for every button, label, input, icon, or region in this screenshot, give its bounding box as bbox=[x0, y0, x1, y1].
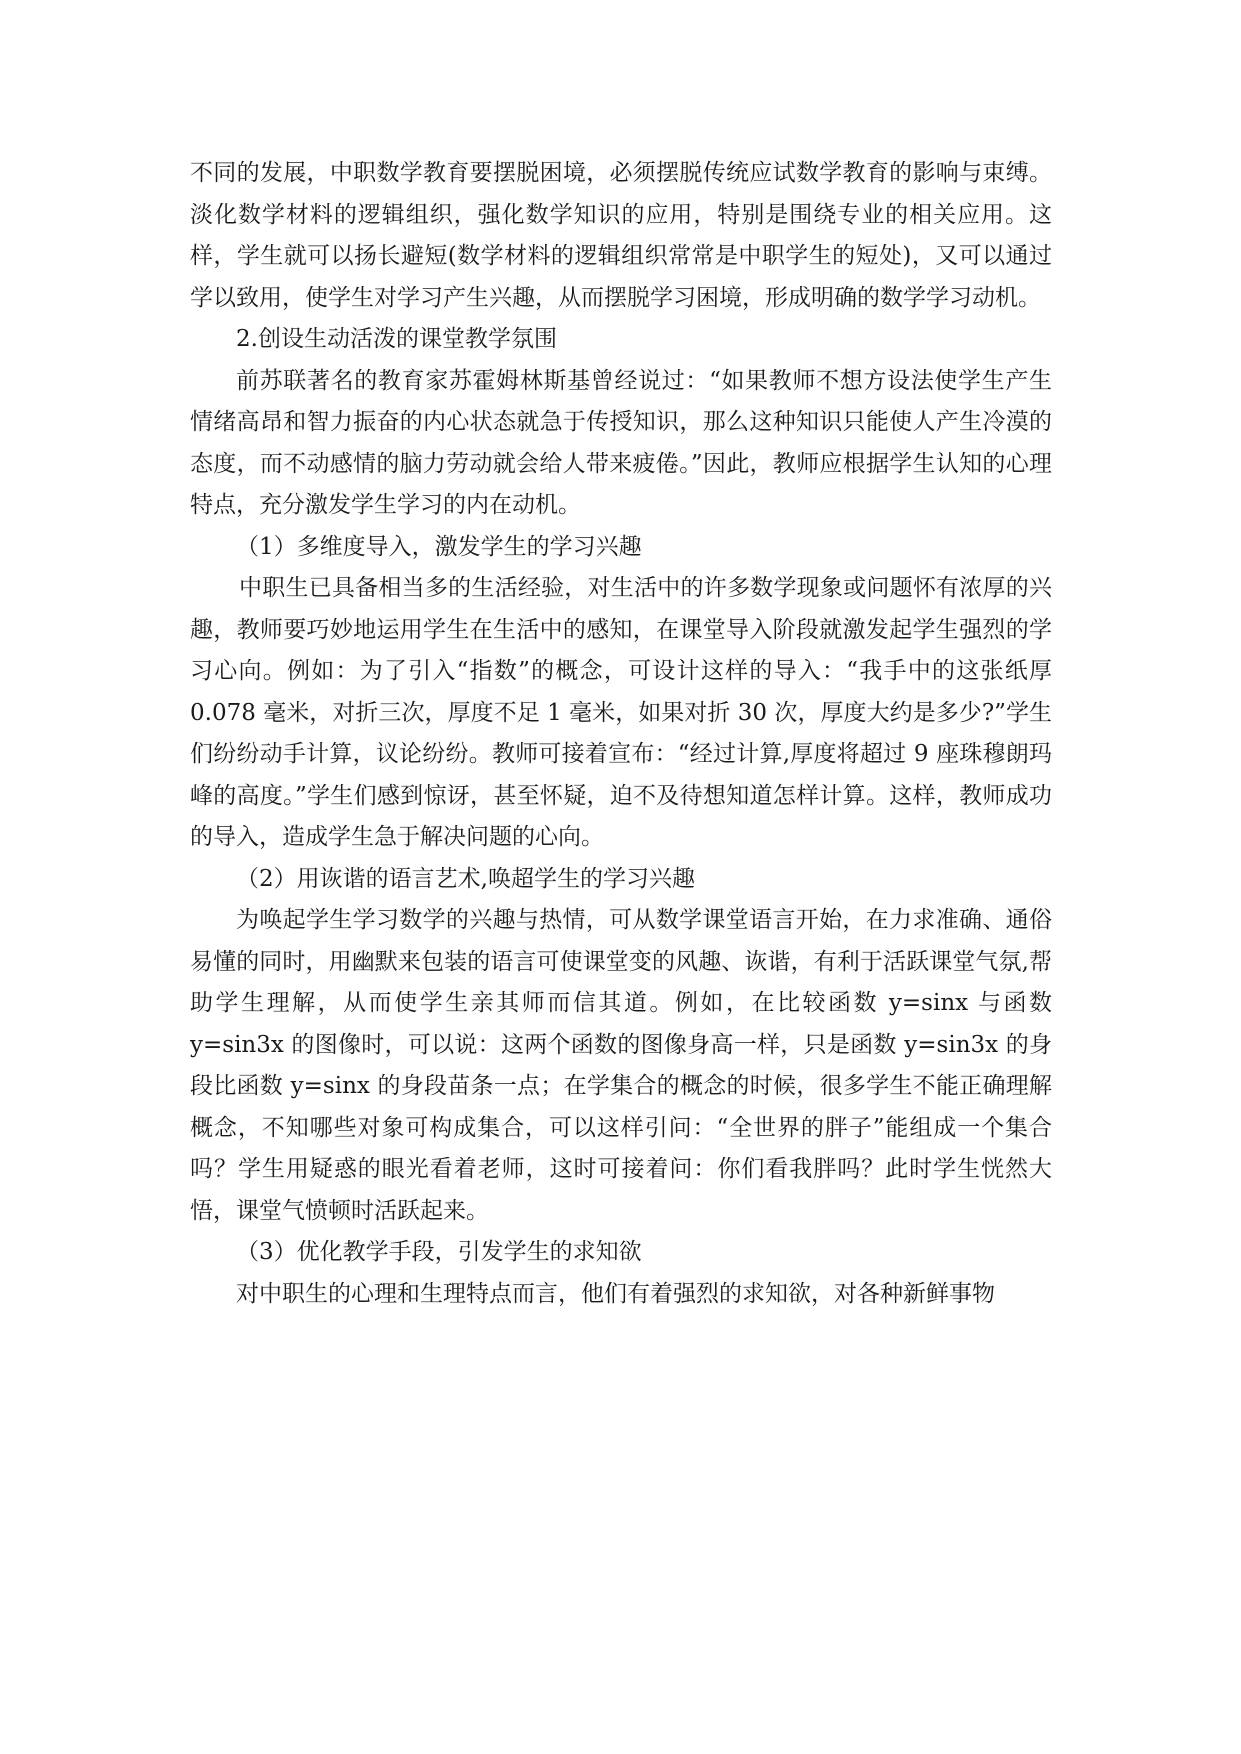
section-heading-classroom-atmosphere: 2.创设生动活泼的课堂教学氛围 bbox=[236, 326, 557, 352]
paragraph-curiosity: 对中职生的心理和生理特点而言，他们有着强烈的求知欲，对各种新鲜事物 bbox=[236, 1280, 995, 1307]
subheading-optimize-teaching-methods: （3）优化教学手段，引发学生的求知欲 bbox=[236, 1239, 642, 1265]
subheading-humorous-language: （2）用诙谐的语言艺术,唤超学生的学习兴趣 bbox=[236, 865, 695, 892]
paragraph-sukhomlinsky-quote: 前苏联著名的教育家苏霍姆林斯基曾经说过：“如果教师不想方设法使学生产生情绪高昂和智力振奋的内心状态就急于传授知识，那么这种知识只能使人产生冷漠的态度，而不动感情的脑力劳动就会给人带来疲倦。”因此，教师应根据学生认知的心理特点，充分激发学生学习的内在动机。 bbox=[190, 367, 1052, 518]
document-body bbox=[190, 153, 1052, 1315]
paragraph-exponent-example: 中职生已具备相当多的生活经验，对生活中的许多数学现象或问题怀有浓厚的兴趣，教师要巧妙地运用学生在生活中的感知，在课堂导入阶段就激发起学生强烈的学习心向。例如：为了引入“指数”的概念，可设计这样的导入：“我手中的这张纸厚 0.078 毫米，对折三次，厚度不足 1 毫米，如果对折 30 次，厚度大约是多少?”学生们纷纷动手计算，议论纷纷。教师可接着宣布：“经过计算,厚度将超过 9 座珠穆朗玛峰的高度。”学生们感到惊讶，甚至怀疑，迫不及待想知道怎样计算。这样，教师成功的导入，造成学生急于解决问题的心向。 bbox=[190, 575, 1052, 850]
subheading-multi-dimensional-intro: （1）多维度导入，激发学生的学习兴趣 bbox=[236, 533, 642, 560]
paragraph-motivation: 不同的发展，中职数学教育要摆脱困境，必须摆脱传统应试数学教育的影响与束缚。淡化数学材料的逻辑组织，强化数学知识的应用，特别是围绕专业的相关应用。这样，学生就可以扬长避短(数学材料的逻辑组织常常是中职学生的短处)，又可以通过学以致用，使学生对学习产生兴趣，从而摆脱学习困境，形成明确的数学学习动机。 bbox=[190, 160, 1052, 311]
paragraph-sine-function-example: 为唤起学生学习数学的兴趣与热情，可从数学课堂语言开始，在力求准确、通俗易懂的同时，用幽默来包装的语言可使课堂变的风趣、诙谐，有利于活跃课堂气氛,帮助学生理解，从而使学生亲其师而信其道。例如，在比较函数 y=sinx 与函数 y=sin3x 的图像时，可以说：这两个函数的图像身高一样，只是函数 y=sin3x 的身段比函数 y=sinx 的身段苗条一点；在学集合的概念的时候，很多学生不能正确理解概念，不知哪些对象可构成集合，可以这样引问：“全世界的胖子”能组成一个集合吗？学生用疑惑的眼光看着老师，这时可接着问：你们看我胖吗？此时学生恍然大悟，课堂气愤顿时活跃起来。 bbox=[190, 907, 1052, 1224]
